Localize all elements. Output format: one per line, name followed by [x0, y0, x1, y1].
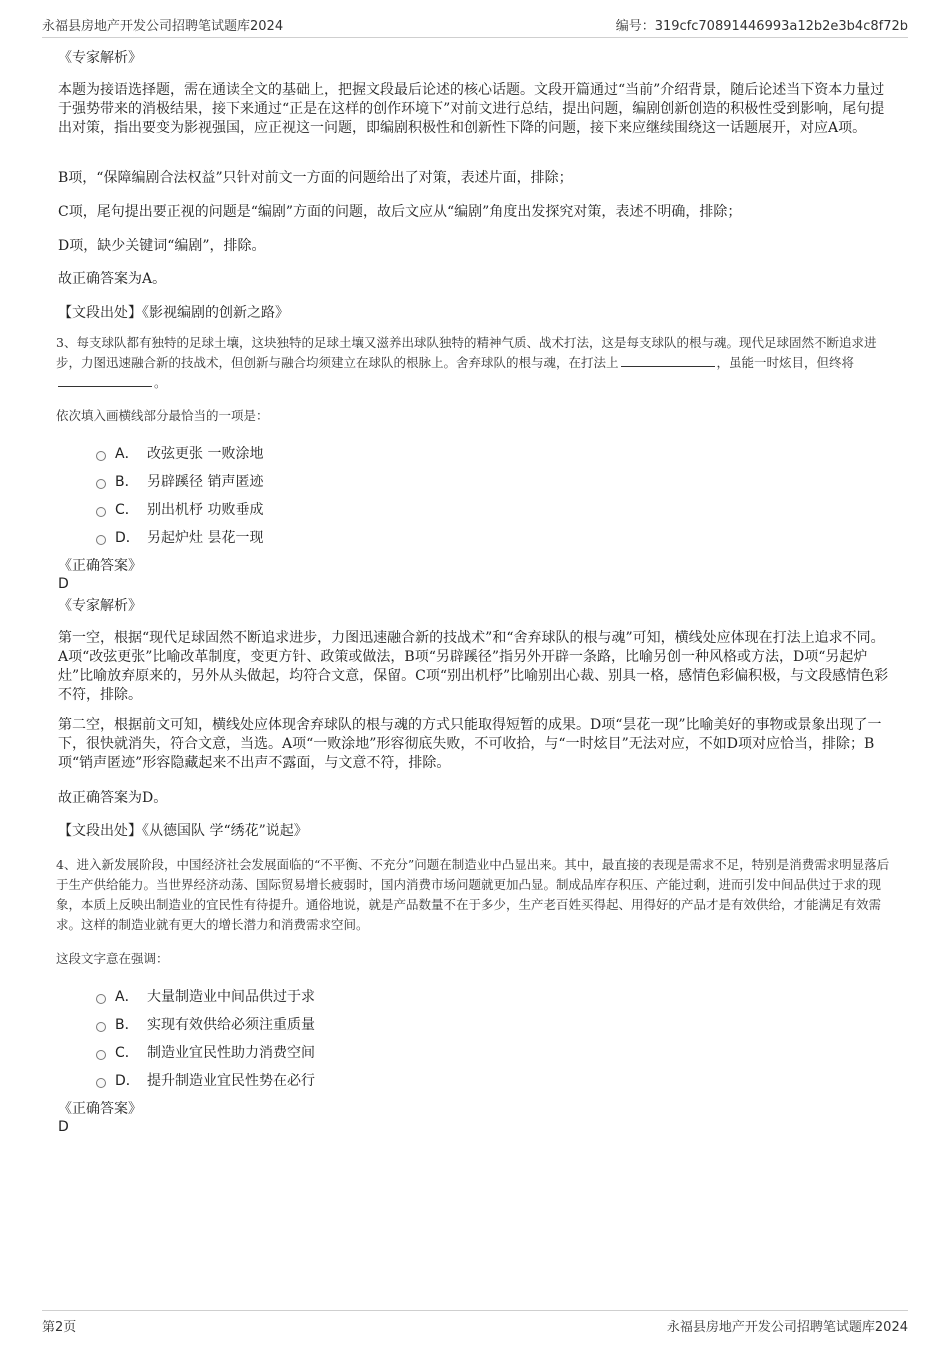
radio-button-icon[interactable]: [96, 994, 106, 1004]
radio-button-icon[interactable]: [96, 451, 106, 461]
q3-conclusion: 故正确答案为D。: [58, 790, 168, 806]
q4-option-c[interactable]: C． 制造业宜民性助力消费空间: [96, 1042, 315, 1062]
q2-analysis-paragraph-2: B项，“保障编剧合法权益”只针对前文一方面的问题给出了对策，表述片面，排除；: [58, 170, 573, 186]
q3-prompt: 依次填入画横线部分最恰当的一项是：: [56, 408, 269, 423]
q3-analysis-paragraph-1: 第一空，根据“现代足球固然不断追求进步，力图迅速融合新的技战术”和“舍弃球队的根与魂”可知，横线处应体现在打法上追求不同。A项“改弦更张”比喻改革制度，变更方针、政策或做法，B项“另辟蹊径”指另外开辟一条路，比喻另创一种风格或方法，D项“另起炉灶”比喻放弃原来的，另外从头做起，均符合文意，保留。C项“别出机杼”比喻别出心裁、别具一格，感情色彩偏积极，与文段感情色彩不符，排除。: [58, 630, 889, 703]
q3-option-a[interactable]: A． 改弦更张 一败涂地: [96, 443, 263, 463]
q4-answer-label: 《正确答案》: [58, 1101, 142, 1117]
radio-button-icon[interactable]: [96, 1078, 106, 1088]
page-footer: [42, 1310, 908, 1335]
q3-stem: [56, 333, 894, 393]
radio-button-icon[interactable]: [96, 507, 106, 517]
q2-conclusion: 故正确答案为A。: [58, 271, 167, 287]
q4-prompt: 这段文字意在强调：: [56, 951, 169, 966]
q3-blank-2: [58, 374, 152, 387]
q3-stem-part-3: 。: [154, 375, 167, 390]
q3-blank-1: [621, 354, 715, 367]
radio-button-icon[interactable]: [96, 1022, 106, 1032]
q3-analysis-paragraph-2: 第二空，根据前文可知，横线处应体现舍弃球队的根与魂的方式只能取得短暂的成果。D项“昙花一现”比喻美好的事物或景象出现了一下，很快就消失，符合文意，当选。A项“一败涂地”形容彻底失败，不可收拾，与“一时炫目”无法对应，不如D项对应恰当，排除；B项“销声匿迹”形容隐藏起来不出声不露面，与文意不符，排除。: [58, 717, 882, 771]
q3-analysis-label: 《专家解析》: [58, 598, 142, 614]
q2-analysis-paragraph-3: C项，尾句提出要正视的问题是“编剧”方面的问题，故后文应从“编剧”角度出发探究对策，表述不明确，排除；: [58, 204, 742, 220]
footer-page-number: 第2页: [42, 1320, 77, 1335]
q4-stem: 4、进入新发展阶段，中国经济社会发展面临的“不平衡、不充分”问题在制造业中凸显出来。其中，最直接的表现是需求不足，特别是消费需求明显落后于生产供给能力。当世界经济动荡、国际贸易增长疲弱时，国内消费市场问题就更加凸显。制成品库存积压、产能过剩，进而引发中间品供过于求的现象，本质上反映出制造业的宜民性有待提升。通俗地说，就是产品数量不在于多少，生产老百姓买得起、用得好的产品才是有效供给，才能满足有效需求。这样的制造业就有更大的增长潜力和消费需求空间。: [56, 857, 890, 932]
page-header: [42, 12, 908, 38]
q4-answer: D: [58, 1119, 69, 1135]
q3-option-c[interactable]: C． 别出机杼 功败垂成: [96, 499, 263, 519]
q2-analysis-paragraph-1: 本题为接语选择题，需在通读全文的基础上，把握文段最后论述的核心话题。文段开篇通过“当前”介绍背景，随后论述当下资本力量过于强势带来的消极结果，接下来通过“正是在这样的创作环境下”对前文进行总结，提出问题，编剧创新创造的积极性受到影响，尾句提出对策，指出要变为影视强国，应正视这一问题，即编剧积极性和创新性下降的问题，接下来应继续围绕这一话题展开，对应A项。: [58, 82, 885, 136]
q4-option-a[interactable]: A． 大量制造业中间品供过于求: [96, 986, 315, 1006]
footer-title: 永福县房地产开发公司招聘笔试题库2024: [666, 1320, 908, 1335]
q3-answer-label: 《正确答案》: [58, 558, 142, 574]
q3-option-b[interactable]: B． 另辟蹊径 销声匿迹: [96, 471, 263, 491]
q2-analysis-paragraph-4: D项，缺少关键词“编剧”，排除。: [58, 238, 266, 254]
q3-source: 【文段出处】《从德国队 学“绣花”说起》: [58, 823, 308, 839]
radio-button-icon[interactable]: [96, 479, 106, 489]
radio-button-icon[interactable]: [96, 535, 106, 545]
q2-analysis-label: 《专家解析》: [58, 50, 142, 66]
q3-answer: D: [58, 576, 69, 592]
q3-option-d[interactable]: D． 另起炉灶 昙花一现: [96, 527, 263, 547]
header-title: 永福县房地产开发公司招聘笔试题库2024: [42, 19, 284, 34]
header-serial-number: 编号：319cfc70891446993a12b2e3b4c8f72b: [615, 19, 908, 34]
q4-option-d[interactable]: D． 提升制造业宜民性势在必行: [96, 1070, 315, 1090]
q3-stem-part-2: ，虽能一时炫目，但终将: [716, 355, 855, 370]
q2-source: 【文段出处】《影视编剧的创新之路》: [58, 305, 289, 321]
q3-stem-part-1: 3、每支球队都有独特的足球土壤，这块独特的足球土壤又滋养出球队独特的精神气质、战术打法，这是每支球队的根与魂。现代足球固然不断追求进步，力图迅速融合新的技战术，但创新与融合均须建立在球队的根脉上。舍弃球队的根与魂，在打法上: [56, 335, 877, 370]
q4-option-b[interactable]: B． 实现有效供给必须注重质量: [96, 1014, 315, 1034]
radio-button-icon[interactable]: [96, 1050, 106, 1060]
